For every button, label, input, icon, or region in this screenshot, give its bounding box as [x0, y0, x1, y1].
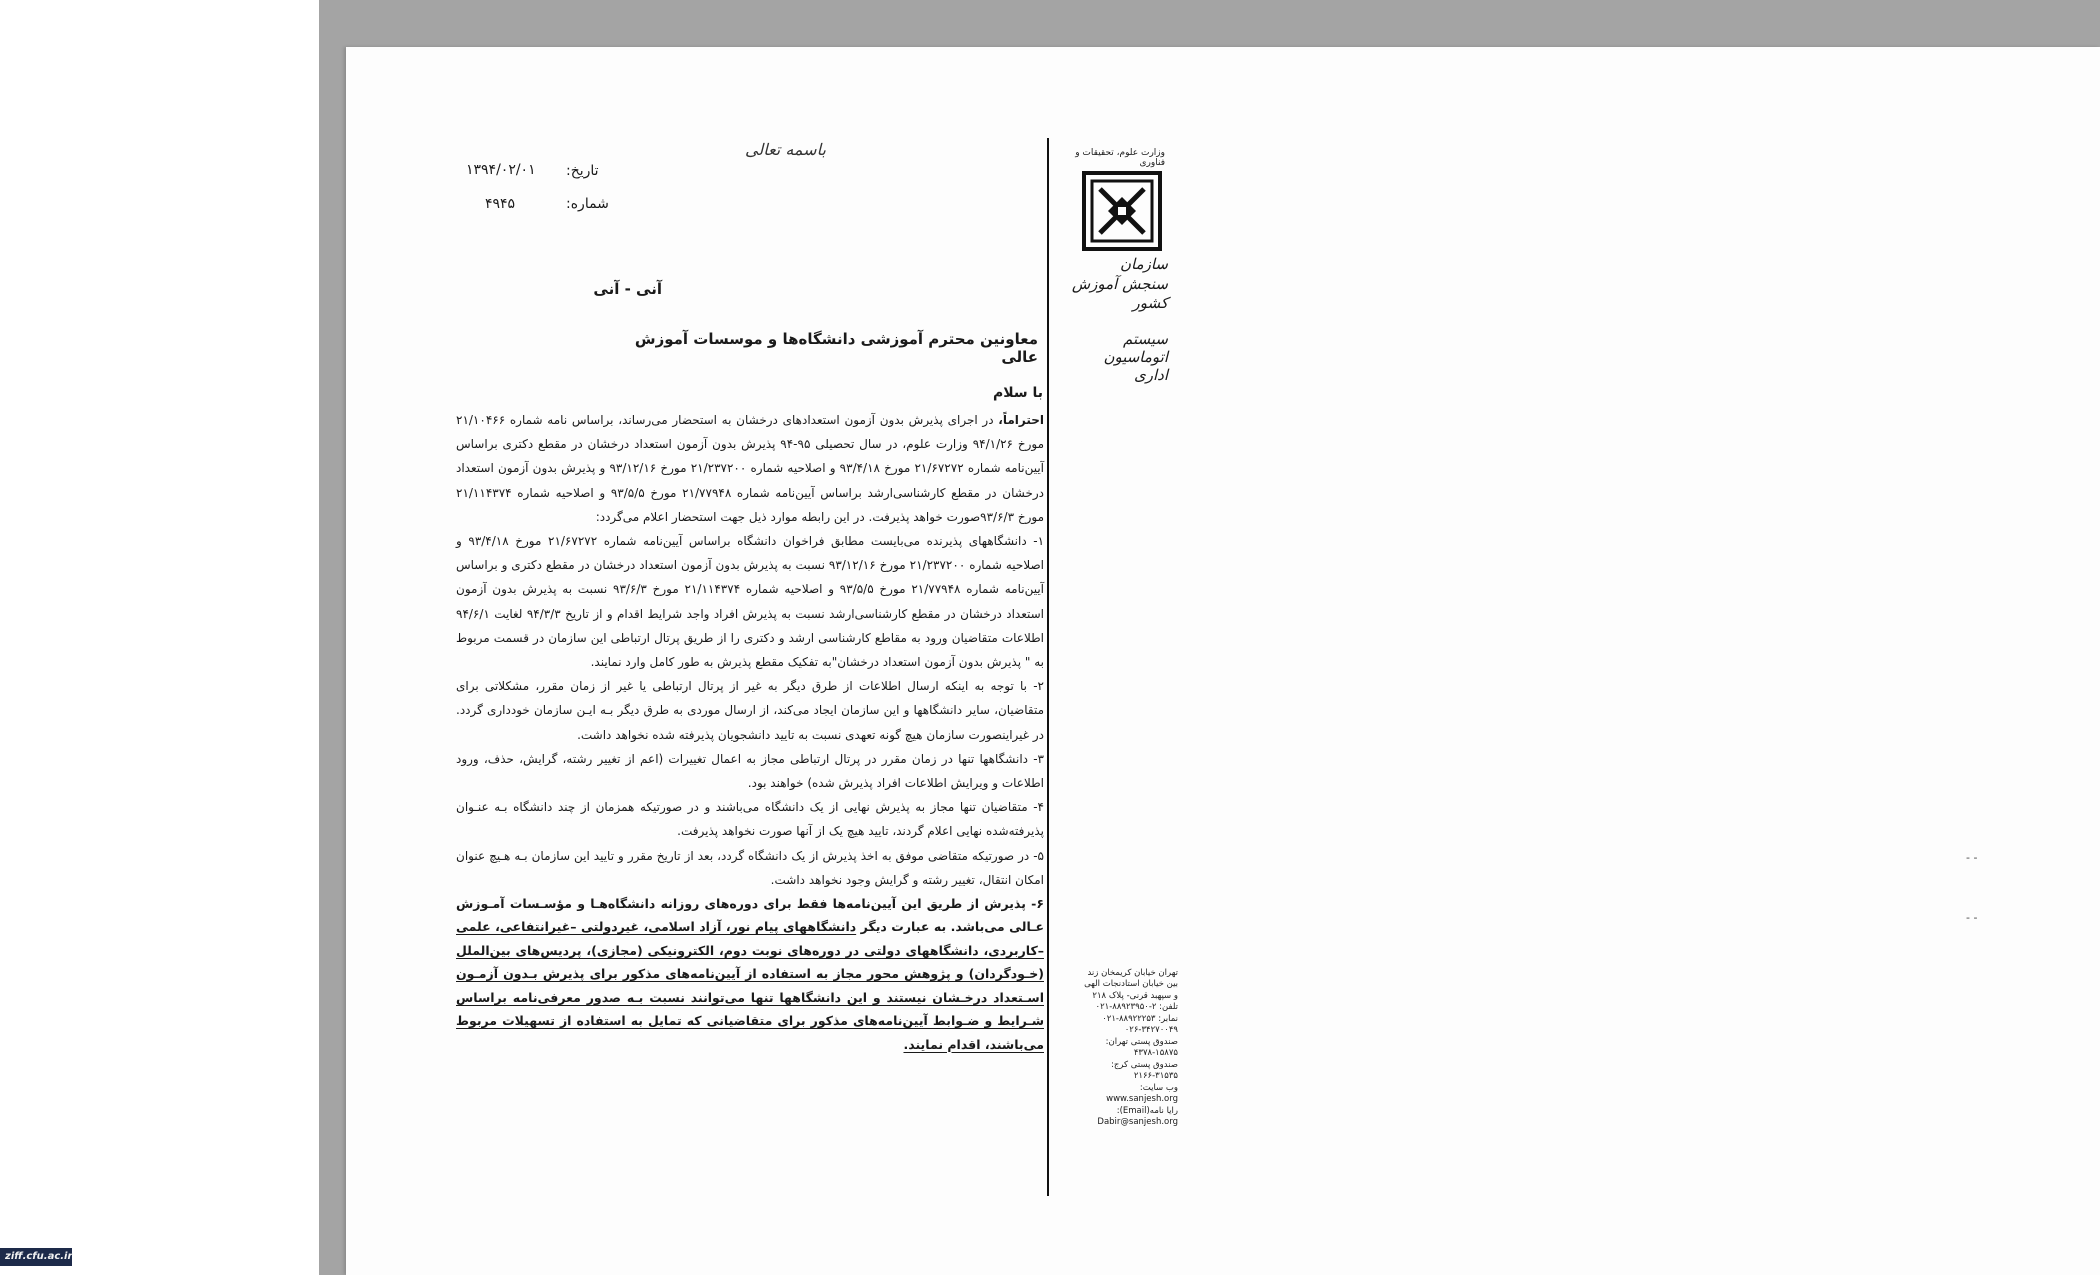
number-value: ۴۹۴۵ [485, 196, 516, 212]
number-label: شماره: [566, 196, 609, 212]
date-label: تاریخ: [566, 163, 599, 179]
website-link[interactable]: www.sanjesh.org [1106, 1094, 1178, 1105]
list-item-6-text: ۶- پذیرش از طریق این آیین‌نامه‌ها فقط برای دوره‌های روزانه دانشگاه‌هـا و مؤسـسات آمـوزش عـالی می‌باشد. به عبارت دیگر [456, 896, 1044, 935]
date-value: ۱۳۹۴/۰۲/۰۱ [466, 162, 536, 178]
greeting: با سلام [992, 385, 1043, 401]
org-name: سازمان سنجش آموزش کشور [1071, 255, 1168, 312]
contact-address-block [1055, 968, 1178, 1129]
pobox-karaj: ۲۱۶۶-۳۱۵۳۵ [1133, 1071, 1178, 1082]
margin-hole-punch-marks: - - - - [1966, 851, 1978, 924]
office-automation-title: سیستم اتوماسیون اداری [1103, 330, 1168, 384]
website-label: وب سایت: [1139, 1082, 1178, 1093]
fax-line-2: ۰۲۶-۳۴۲۷۰۰۴۹ [1124, 1025, 1178, 1036]
list-item-6 [456, 892, 1044, 1056]
address-line: تهران خیابان کریمخان زند [1087, 968, 1178, 978]
urgency-label: آنی - آنی [593, 280, 662, 298]
ministry-name: وزارت علوم، تحقیقات و فناوری [1075, 148, 1165, 168]
sanjesh-logo-icon [1082, 171, 1162, 251]
intro-text: در اجرای پذیرش بدون آزمون استعدادهای درخشان به استحضار می‌رساند، براساس نامه شماره ۲۱/۱۰۴۶۶ مورخ ۹۴/۱/۲۶ وزارت علوم، در سال تحصیلی ۹۵-۹۴ پذیرش بدون آزمون استعداد درخشان در مقطع دکتری براساس آیین‌نامه شماره ۲۱/۶۷۲۷۲ مورخ ۹۳/۴/۱۸ و اصلاحیه شماره ۲۱/۲۳۷۲۰۰ مورخ ۹۳/۱۲/۱۶ و پذیرش بدون آزمون استعداد درخشان در مقطع کارشناسی‌ارشد براساس آیین‌نامه شماره ۲۱/۷۷۹۴۸ مورخ ۹۳/۵/۵ و اصلاحیه شماره ۲۱/۱۱۴۳۷۴ مورخ ۹۳/۶/۳صورت خواهد پذیرفت. در این رابطه موارد ذیل جهت استحضار اعلام می‌گردد: [456, 413, 1044, 524]
pobox-tehran: ۴۳۷۸-۱۵۸۷۵ [1133, 1048, 1178, 1059]
letterhead-divider [1047, 138, 1049, 1196]
list-item-6-underlined: دانشگاههای پیام نور، آزاد اسلامی، غیردولتی –غیرانتفاعی، علمی –کاربردی، دانشگاههای دولتی در دوره‌های نوبت دوم، الکترونیکی (مجازی)، پردیس‌های بین‌الملل (خـودگردان) و پژوهش محور مجاز به استفاده از آیین‌نامه‌های مذکور برای پذیرش بـدون آزمـون اسـتعداد درخـشان نیستند و این دانشگاهها تنها می‌توانند نسبت بـه صدور معرفی‌نامه براساس شـرایط و ضـوابط آیین‌نامه‌های مذکور برای متقاضیانی که تمایل به استفاده از تسهیلات مربوط می‌باشند، اقدام نمایند. [456, 919, 1044, 1052]
fax-line: نمابر: ۸۸۹۲۲۲۵۳-۰۲۱ [1102, 1013, 1178, 1024]
address-line: و سپهبد قرنی- پلاک ۲۱۸ [1092, 990, 1178, 1001]
list-item-5: ۵- در صورتیکه متقاضی موفق به اخذ پذیرش از یک دانشگاه گردد، بعد از تاریخ مقرر و تایید این سازمان بـه هـیچ عنوان امکان انتقال، تغییر رشته و گرایش وجود نخواهد داشت. [456, 848, 1044, 887]
address-line: بین خیابان استادنجات الهی [1084, 979, 1178, 990]
intro-lead: احتراماً، [998, 413, 1044, 427]
list-item-1: ۱- دانشگاههای پذیرنده می‌بایست مطابق فراخوان دانشگاه براساس آیین‌نامه شماره ۲۱/۶۷۲۷۲ مورخ ۹۳/۴/۱۸ و اصلاحیه شماره ۲۱/۲۳۷۲۰۰ مورخ ۹۳/۱۲/۱۶ نسبت به پذیرش بدون آزمون استعداد درخشان در مقطع دکتری و براساس آیین‌نامه شماره ۲۱/۷۷۹۴۸ مورخ ۹۳/۵/۵ و اصلاحیه شماره ۲۱/۱۱۴۳۷۴ مورخ ۹۳/۶/۳ نسبت به پذیرش بدون آزمون استعداد درخشان در مقطع کارشناسی‌ارشد نسبت به پذیرش افراد واجد شرایط اقدام و از تاریخ ۹۴/۳/۳ لغایت ۹۴/۶/۱ اطلاعات متقاضیان ورود به مقاطع کارشناسی ارشد و دکتری را از طریق پرتال ارتباطی این سازمان در قسمت مربوط به " پذیرش بدون آزمون استعداد درخشان"به تفکیک مقطع پذیرش به طور کامل وارد نمایند. [456, 534, 1045, 670]
list-item-2: ۲- با توجه به اینکه ارسال اطلاعات از طرق دیگر به غیر از پرتال ارتباطی یا غیر از زمان مقرر، مشکلاتی برای متقاضیان، سایر دانشگاهها و این سازمان ایجاد می‌کند، از ارسال موردی به طرق دیگر بـه ایـن سازمان خودداری گردد. در غیراینصورت سازمان هیچ گونه تعهدی نسبت به تایید دانشجویان پذیرفته شده نخواهد داشت. [456, 679, 1044, 742]
source-badge[interactable]: ziff.cfu.ac.ir [0, 1248, 72, 1266]
list-item-4: ۴- متقاضیان تنها مجاز به پذیرش نهایی از یک دانشگاه می‌باشند و در صورتیکه همزمان از چند دانشگاه بـه عنـوان پذیرفته‌شده نهایی اعلام گردند، تایید هیچ یک از آنها صورت نخواهد پذیرفت. [456, 800, 1044, 839]
pobox-karaj-label: صندوق پستی کرج: [1110, 1059, 1178, 1070]
phone-line: تلفن: ۲-۸۸۹۲۳۹۵۰-۰۲۱ [1095, 1002, 1178, 1013]
email-link[interactable]: Dabir@sanjesh.org [1097, 1117, 1178, 1128]
list-item-3: ۳- دانشگاهها تنها در زمان مقرر در پرتال ارتباطی مجاز به اعمال تغییرات (اعم از تغییر رشته، گرایش، حذف، ورود اطلاعات و ویرایش اطلاعات افراد پذیرش شده) خواهند بود. [456, 751, 1044, 791]
email-label: رایا نامه(Email): [1116, 1105, 1178, 1116]
letter-body [456, 408, 1044, 1056]
intro-paragraph [456, 408, 1044, 529]
pobox-tehran-label: صندوق پستی تهران: [1105, 1036, 1178, 1047]
recipient-line: معاونین محترم آموزشی دانشگاه‌ها و موسسات آموزش عالی [634, 330, 1038, 366]
basmala: باسمه تعالی [745, 140, 826, 159]
